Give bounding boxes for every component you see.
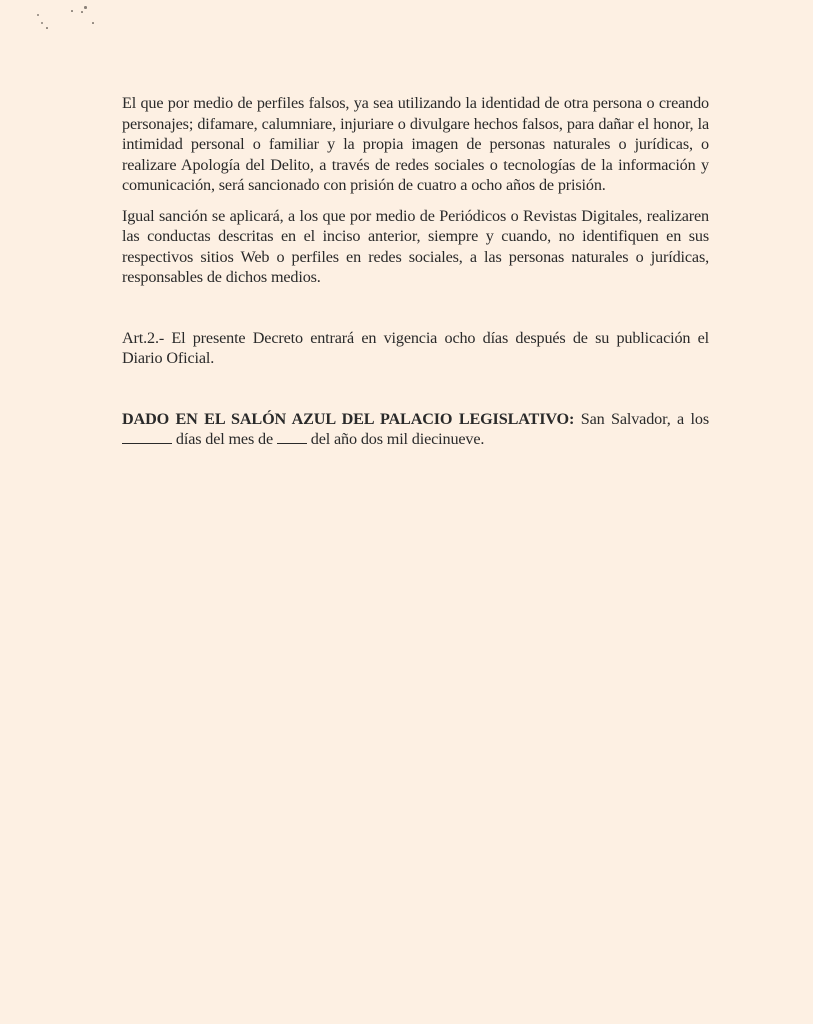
closing-location-text: San Salvador, a los: [574, 409, 709, 428]
document-page: [122, 93, 709, 450]
scan-speck: [71, 10, 73, 12]
closing-statement: [122, 409, 709, 450]
scan-speck: [41, 22, 43, 24]
scan-speck: [81, 11, 83, 13]
scan-speck: [46, 27, 48, 29]
scan-speck: [37, 14, 39, 16]
scan-speck: [92, 22, 94, 24]
paragraph-article-2: Art.2.- El presente Decreto entrará en vigencia ocho días después de su publicación el Diario Oficial.: [122, 328, 709, 367]
scan-speck: [84, 6, 87, 9]
closing-year-text: del año dos mil diecinueve.: [306, 430, 485, 448]
closing-bold-lead: DADO EN EL SALÓN AZUL DEL PALACIO LEGISLATIVO:: [122, 409, 575, 428]
scan-artifacts: [0, 0, 120, 40]
paragraph-equal-sanction: Igual sanción se aplicará, a los que por medio de Periódicos o Revistas Digitales, realizaren las conductas descritas en el inciso anterior, siempre y cuando, no identifiquen en sus respectivos sitios Web o perfiles en redes sociales, a las personas naturales o jurídicas, responsables de dichos medios.: [122, 206, 709, 286]
month-blank-line: [277, 429, 307, 444]
days-blank-line: [122, 429, 172, 444]
paragraph-penalty-clause: El que por medio de perfiles falsos, ya sea utilizando la identidad de otra persona o creando personajes; difamare, calumniare, injuriare o divulgare hechos falsos, para dañar el honor, la intimidad personal o familiar y la propia imagen de personas naturales o jurídicas, o realizare Apología del Delito, a través de redes sociales o tecnologías de la información y comunicación, será sancionado con prisión de cuatro a ocho años de prisión.: [122, 94, 709, 194]
closing-days-text: días del mes de: [172, 430, 277, 448]
